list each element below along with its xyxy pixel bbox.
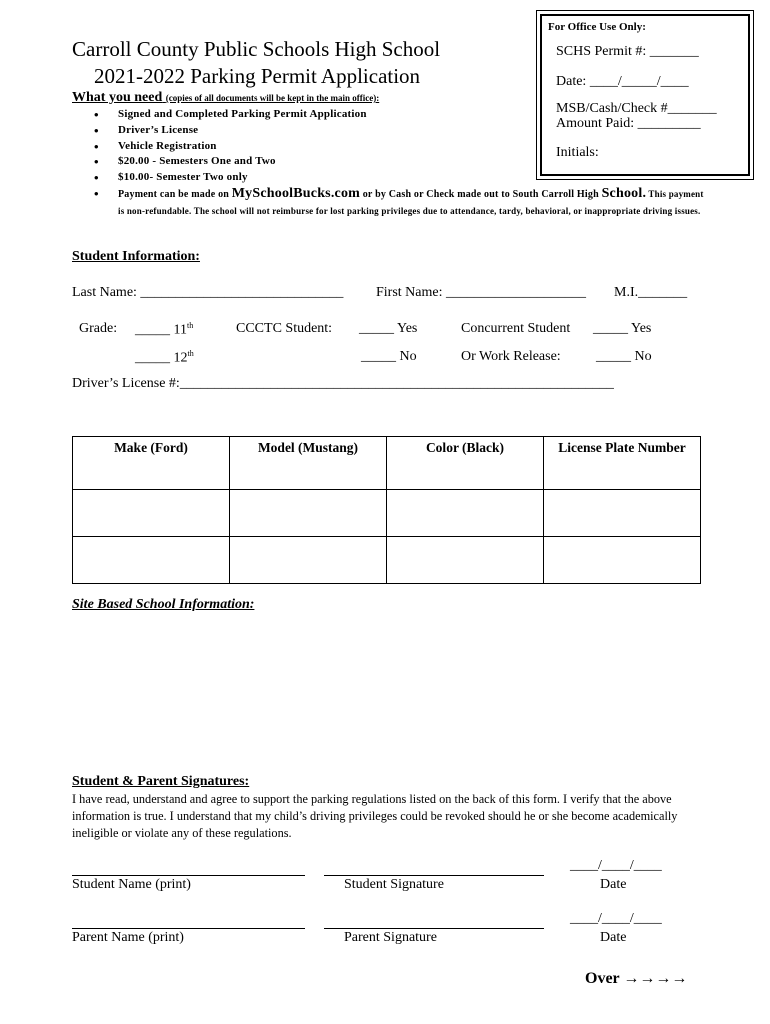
needs-heading-note: (copies of all documents will be kept in the main office): bbox=[165, 93, 380, 103]
office-msb-field[interactable]: MSB/Cash/Check #_______ bbox=[556, 101, 717, 116]
concurrent-label: Concurrent Student bbox=[461, 321, 571, 336]
office-use-title: For Office Use Only: bbox=[548, 21, 646, 33]
needs-item: • Driver’s License bbox=[94, 123, 704, 139]
table-cell[interactable] bbox=[230, 490, 387, 537]
signatures-heading: Student & Parent Signatures: bbox=[72, 774, 250, 789]
table-cell[interactable] bbox=[544, 537, 701, 584]
concurrent-yes-option[interactable]: _____ Yes bbox=[593, 321, 652, 336]
grade-11-suffix: th bbox=[186, 321, 194, 330]
first-name-field[interactable]: First Name: ____________________ bbox=[376, 285, 586, 300]
over-indicator: Over →→→→ bbox=[585, 970, 688, 987]
payment-site: MySchoolBucks.com bbox=[231, 185, 361, 201]
parent-date-blank[interactable]: ____/____/____ bbox=[570, 911, 662, 926]
student-name-line[interactable] bbox=[72, 875, 305, 876]
table-row bbox=[73, 537, 701, 584]
last-name-field[interactable]: Last Name: _____________________________ bbox=[72, 285, 344, 300]
table-cell[interactable] bbox=[230, 537, 387, 584]
vehicle-col-color: Color (Black) bbox=[387, 437, 544, 490]
student-name-label: Student Name (print) bbox=[72, 877, 191, 892]
student-date-blank[interactable]: ____/____/____ bbox=[570, 858, 662, 873]
form-title-line2: 2021-2022 Parking Permit Application bbox=[94, 64, 421, 88]
site-info-heading: Site Based School Information: bbox=[72, 597, 255, 612]
vehicle-table-header-row bbox=[73, 437, 701, 490]
table-cell[interactable] bbox=[544, 490, 701, 537]
grade-11-option[interactable] bbox=[135, 321, 193, 339]
needs-item: • $20.00 - Semesters One and Two bbox=[94, 154, 704, 170]
needs-list bbox=[94, 107, 704, 220]
grade-12-option[interactable] bbox=[135, 349, 194, 367]
table-cell[interactable] bbox=[73, 490, 230, 537]
parent-signature-label: Parent Signature bbox=[344, 930, 437, 945]
needs-item: • $10.00- Semester Two only bbox=[94, 170, 704, 186]
vehicle-col-make: Make (Ford) bbox=[73, 437, 230, 490]
office-date-field[interactable]: Date: ____/_____/____ bbox=[556, 74, 689, 89]
parent-signature-line[interactable] bbox=[324, 928, 544, 929]
needs-heading-text: What you need bbox=[72, 90, 163, 105]
ccctc-yes-option[interactable]: _____ Yes bbox=[359, 321, 418, 336]
needs-item: • Signed and Completed Parking Permit Application bbox=[94, 107, 704, 123]
vehicle-col-model: Model (Mustang) bbox=[230, 437, 387, 490]
needs-heading bbox=[72, 90, 379, 106]
table-cell[interactable] bbox=[387, 537, 544, 584]
ccctc-label: CCCTC Student: bbox=[236, 321, 333, 336]
table-row bbox=[73, 490, 701, 537]
grade-12-suffix: th bbox=[187, 349, 194, 358]
office-amount-field[interactable]: Amount Paid: _________ bbox=[556, 116, 701, 131]
payment-mid: or by Cash or Check made out to South Carroll High bbox=[360, 188, 602, 200]
grade-12-text: _____ 12 bbox=[135, 350, 188, 366]
concurrent-no-option[interactable]: _____ No bbox=[596, 349, 652, 364]
vehicle-col-plate: License Plate Number bbox=[544, 437, 701, 490]
drivers-license-field[interactable]: Driver’s License #:______________________________________________________________ bbox=[72, 376, 614, 391]
office-initials-field[interactable]: Initials: bbox=[556, 145, 599, 160]
work-release-label: Or Work Release: bbox=[461, 349, 561, 364]
needs-item-payment bbox=[94, 186, 704, 220]
needs-item: • Vehicle Registration bbox=[94, 139, 704, 155]
table-cell[interactable] bbox=[387, 490, 544, 537]
form-title-line1: Carroll County Public Schools High School bbox=[72, 37, 441, 61]
parent-name-line[interactable] bbox=[72, 928, 305, 929]
student-info-heading: Student Information: bbox=[72, 249, 200, 264]
student-signature-line[interactable] bbox=[324, 875, 544, 876]
payment-note: This payment is non-refundable. The school will not reimburse for lost parking privileges due to attendance, tardy, behavioral, or inappropriate driving issues. bbox=[118, 188, 704, 216]
table-cell[interactable] bbox=[73, 537, 230, 584]
middle-initial-field[interactable]: M.I._______ bbox=[614, 285, 688, 300]
vehicle-table bbox=[72, 436, 701, 584]
payment-prefix: Payment can be made on bbox=[118, 188, 232, 200]
payment-school: School. bbox=[601, 185, 647, 201]
student-date-label: Date bbox=[600, 877, 627, 892]
grade-label: Grade: bbox=[79, 321, 118, 336]
parent-date-label: Date bbox=[600, 930, 627, 945]
parent-name-label: Parent Name (print) bbox=[72, 930, 184, 945]
grade-11-text: _____ 11 bbox=[135, 322, 187, 338]
office-permit-field[interactable]: SCHS Permit #: _______ bbox=[556, 44, 699, 59]
signatures-agreement: I have read, understand and agree to support the parking regulations listed on the back of this form. I verify that the above information is true. I understand that my child’s driving privileges could be revoked should he or she become academically ineligible or violate any of these regulations. bbox=[72, 792, 678, 840]
student-signature-label: Student Signature bbox=[344, 877, 444, 892]
ccctc-no-option[interactable]: _____ No bbox=[361, 349, 417, 364]
